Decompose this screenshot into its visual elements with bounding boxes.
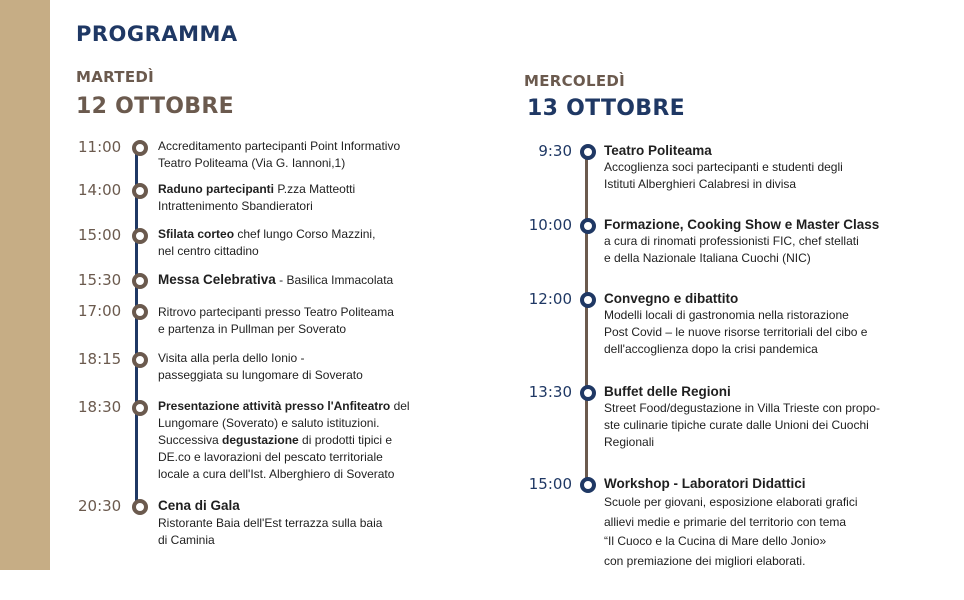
day2-weekday: MERCOLEDÌ <box>524 72 626 90</box>
event-time: 15:00 <box>528 475 572 493</box>
event-time: 15:00 <box>78 226 122 244</box>
event-line: allievi medie e primarie del territorio con tema <box>604 514 847 529</box>
event-line: Regionali <box>604 435 655 449</box>
event-title: Workshop - Laboratori Didattici <box>604 476 806 491</box>
day2-timeline-line <box>585 154 588 484</box>
event-line: Accoglienza soci partecipanti e studenti degli <box>604 160 843 174</box>
timeline-dot <box>132 228 148 244</box>
event-title: Convegno e dibattito <box>604 291 739 306</box>
event-line: nel centro cittadino <box>158 244 259 258</box>
timeline-dot <box>132 273 148 289</box>
event-time: 18:15 <box>78 350 122 368</box>
event-title: Teatro Politeama <box>604 143 712 158</box>
event-title: Buffet delle Regioni <box>604 384 731 399</box>
event-line: e della Nazionale Italiana Cuochi (NIC) <box>604 251 811 265</box>
event-line: Istituti Alberghieri Calabresi in divisa <box>604 177 797 191</box>
event-detail: P.zza Matteotti <box>274 182 356 196</box>
event-title: Presentazione attività presso l'Anfiteatro <box>158 399 391 413</box>
event-line: con premiazione dei migliori elaborati. <box>604 553 806 568</box>
timeline-dot <box>132 304 148 320</box>
day1-weekday: MARTEDÌ <box>76 68 155 86</box>
event-time: 11:00 <box>78 138 122 156</box>
event-line: ste culinarie tipiche curate dalle Unioni dei Cuochi <box>604 418 869 432</box>
event-time: 15:30 <box>78 271 122 289</box>
timeline-dot <box>580 218 596 234</box>
day1-timeline-line <box>135 150 138 506</box>
timeline-dot <box>132 183 148 199</box>
event-time: 12:00 <box>528 290 572 308</box>
decorative-side-bar <box>0 0 50 570</box>
event-line: Visita alla perla dello Ionio - <box>158 351 305 365</box>
event-time: 20:30 <box>78 497 122 515</box>
timeline-dot <box>132 400 148 416</box>
event-detail: - Basilica Immacolata <box>275 273 394 287</box>
timeline-dot <box>580 144 596 160</box>
timeline-dot <box>132 499 148 515</box>
event-detail: del <box>390 399 410 413</box>
event-line: Teatro Politeama (Via G. Iannoni,1) <box>158 156 346 170</box>
event-line: Street Food/degustazione in Villa Trieste con propo- <box>604 401 880 415</box>
event-title: Raduno partecipanti <box>158 182 275 196</box>
event-time: 10:00 <box>528 216 572 234</box>
event-line: DE.co e lavorazioni del pescato territoriale <box>158 450 383 464</box>
event-time: 17:00 <box>78 302 122 320</box>
event-title: Sfilata corteo <box>158 227 235 241</box>
event-detail: chef lungo Corso Mazzini, <box>234 227 376 241</box>
event-line: Modelli locali di gastronomia nella ristorazione <box>604 308 849 322</box>
event-line: Post Covid – le nuove risorse territoriali del cibo e <box>604 325 868 339</box>
page-title: PROGRAMMA <box>76 22 238 46</box>
event-time: 18:30 <box>78 398 122 416</box>
timeline-dot <box>132 140 148 156</box>
timeline-dot <box>580 385 596 401</box>
day1-date: 12 OTTOBRE <box>76 94 234 119</box>
event-detail: di prodotti tipici e <box>298 433 393 447</box>
timeline-dot <box>132 352 148 368</box>
event-highlight: degustazione <box>222 433 299 447</box>
event-line: Scuole per giovani, esposizione elaborati grafici <box>604 495 858 509</box>
timeline-dot <box>580 292 596 308</box>
event-line: e partenza in Pullman per Soverato <box>158 322 347 336</box>
event-line: “Il Cuoco e la Cucina di Mare dello Jonio» <box>604 534 827 548</box>
event-time: 9:30 <box>538 142 572 160</box>
day2-date: 13 OTTOBRE <box>527 96 685 121</box>
event-time: 14:00 <box>78 181 122 199</box>
event-line: Accreditamento partecipanti Point Informativo <box>158 139 401 153</box>
event-line: locale a cura dell'Ist. Alberghiero di Soverato <box>158 467 395 481</box>
event-line: Ristorante Baia dell'Est terrazza sulla baia <box>158 516 383 530</box>
event-line: Intrattenimento Sbandieratori <box>158 199 313 213</box>
event-title: Formazione, Cooking Show e Master Class <box>604 217 880 232</box>
event-time: 13:30 <box>528 383 572 401</box>
event-line: passeggiata su lungomare di Soverato <box>158 368 363 382</box>
event-detail: Successiva <box>158 433 223 447</box>
event-line: Ritrovo partecipanti presso Teatro Politeama <box>158 305 394 319</box>
timeline-dot <box>580 477 596 493</box>
event-title: Messa Celebrativa <box>158 272 276 287</box>
event-line: Lungomare (Soverato) e saluto istituzioni. <box>158 416 380 430</box>
event-line: di Caminia <box>158 533 215 547</box>
event-title: Cena di Gala <box>158 498 240 513</box>
event-line: a cura di rinomati professionisti FIC, chef stellati <box>604 234 859 248</box>
event-line: dell'accoglienza dopo la crisi pandemica <box>604 342 818 356</box>
